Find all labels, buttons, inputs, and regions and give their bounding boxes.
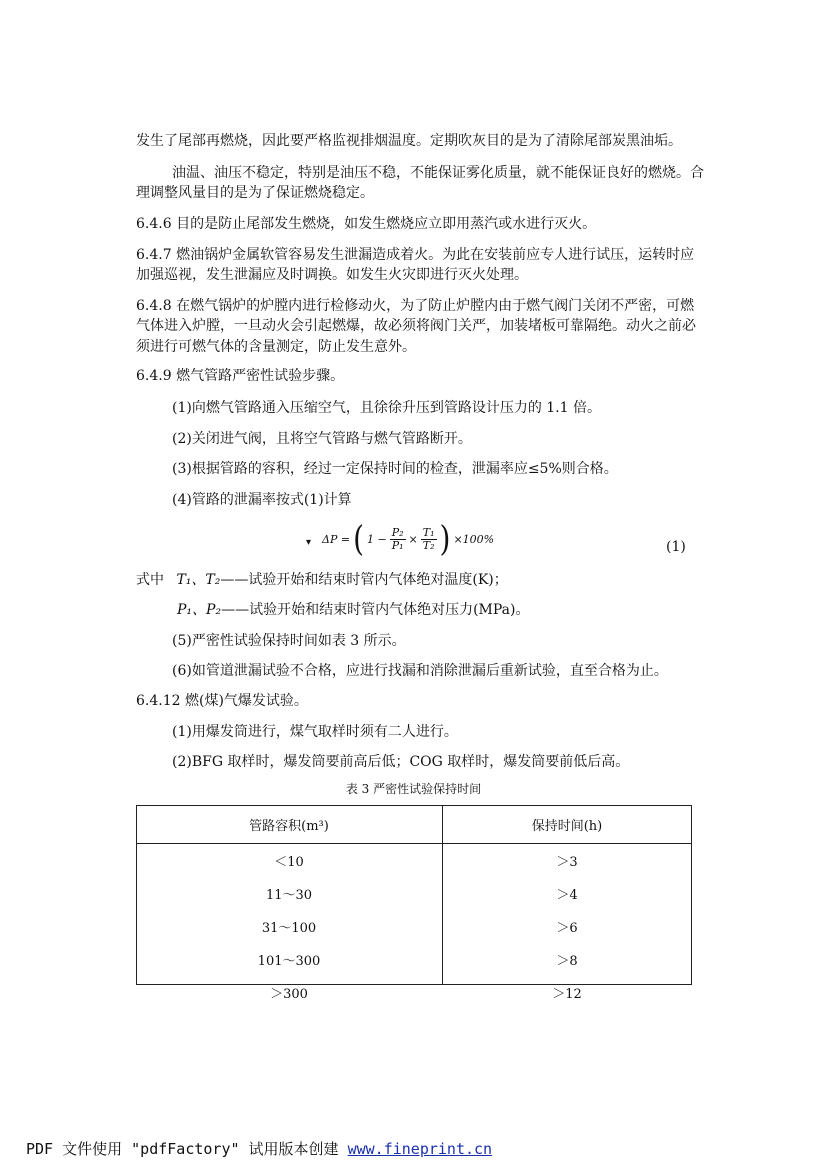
- header-holding-time: 保持时间(h): [442, 805, 692, 844]
- right-paren: ): [439, 517, 451, 559]
- temperature-denominator: T₂: [422, 538, 435, 552]
- where-line-temperature: [136, 570, 508, 590]
- section-6-4-8: 6.4.8 在燃气锅炉的炉膛内进行检修动火，为了防止炉膛内由于燃气阀门关闭不严密，可燃: [136, 298, 695, 314]
- pdf-footer: [26, 1138, 492, 1159]
- temperature-fraction: [421, 527, 437, 552]
- cell-holding-time: ＞12: [552, 987, 582, 1002]
- cell-holding-time: ＞3: [556, 855, 578, 870]
- where-line-pressure: [177, 600, 529, 620]
- table-row: [136, 943, 692, 976]
- pressure-desc: ——试验开始和结束时管内气体绝对压力(MPa)。: [221, 602, 530, 618]
- cell-volume: 11～30: [265, 888, 313, 903]
- pressure-numerator: P₂: [391, 525, 404, 539]
- paragraph-line: 理调整风量目的是为了保证燃烧稳定。: [136, 185, 374, 201]
- cell-holding-time: ＞6: [556, 921, 578, 936]
- step-item: (5)严密性试验保持时间如表 3 所示。: [172, 633, 406, 649]
- table-row: [136, 976, 692, 1009]
- table-row: [136, 877, 692, 910]
- step-item: (1)用爆发筒进行，煤气取样时须有二人进行。: [172, 724, 458, 740]
- table-header-row: [136, 805, 692, 844]
- equation-number: (1): [666, 539, 686, 555]
- formula-marker: ▾: [306, 537, 312, 548]
- left-paren: (: [353, 517, 364, 559]
- cell-volume: ＞300: [270, 987, 308, 1002]
- temperature-desc: ——试验开始和结束时管内气体绝对温度(K)；: [220, 572, 508, 588]
- fineprint-link[interactable]: www.fineprint.cn: [347, 1140, 493, 1158]
- cell-holding-time: ＞8: [556, 954, 578, 969]
- leak-rate-formula: [322, 519, 494, 559]
- formula-one: 1 −: [367, 532, 387, 546]
- header-volume: 管路容积(m³): [136, 805, 442, 844]
- section-6-4-7: 6.4.7 燃油锅炉金属软管容易发生泄漏造成着火。为此在安装前应专人进行试压，运转时应: [136, 247, 695, 263]
- table-row: [136, 844, 692, 878]
- step-item: (4)管路的泄漏率按式(1)计算: [172, 492, 352, 508]
- step-item: (1)向燃气管路通入压缩空气，且徐徐升压到管路设计压力的 1.1 倍。: [172, 400, 601, 416]
- formula-times: ×: [408, 532, 418, 546]
- formula-tail: ×100%: [453, 532, 495, 546]
- table-row: [136, 910, 692, 943]
- step-item: (2)BFG 取样时，爆发筒要前高后低；COG 取样时，爆发筒要前低后高。: [172, 754, 630, 770]
- pressure-vars: P₁、P₂: [177, 602, 222, 618]
- step-item: (2)关闭进气阀，且将空气管路与燃气管路断开。: [172, 431, 472, 447]
- paragraph-line: 须进行可燃气体的含量测定，防止发生意外。: [136, 339, 416, 355]
- cell-volume: 101～300: [257, 954, 321, 969]
- section-6-4-9: 6.4.9 燃气管路严密性试验步骤。: [136, 368, 345, 384]
- holding-time-table: [136, 805, 692, 1009]
- paragraph-line: 加强巡视，发生泄漏应及时调换。如发生火灾即进行灭火处理。: [136, 267, 528, 283]
- cell-volume: ＜10: [274, 855, 304, 870]
- temperature-vars: T₁、T₂: [176, 572, 221, 588]
- cell-volume: 31～100: [261, 921, 317, 936]
- cell-holding-time: ＞4: [556, 888, 578, 903]
- table-caption: 表 3 严密性试验保持时间: [345, 782, 482, 796]
- section-6-4-12: 6.4.12 燃(煤)气爆发试验。: [136, 693, 308, 709]
- paragraph-line: 气体进入炉膛，一旦动火会引起燃爆，故必须将阀门关严，加装堵板可靠隔绝。动火之前必: [136, 318, 696, 334]
- pressure-fraction: [390, 527, 406, 552]
- step-item: (6)如管道泄漏试验不合格，应进行找漏和消除泄漏后重新试验，直至合格为止。: [172, 663, 668, 679]
- section-6-4-6: 6.4.6 目的是防止尾部发生燃烧，如发生燃烧应立即用蒸汽或水进行灭火。: [136, 216, 597, 232]
- formula-lhs: ΔP =: [322, 532, 351, 546]
- paragraph-line: 油温、油压不稳定，特别是油压不稳，不能保证雾化质量，就不能保证良好的燃烧。合: [172, 165, 704, 181]
- where-prefix: 式中: [136, 572, 164, 588]
- step-item: (3)根据管路的容积，经过一定保持时间的检查，泄漏率应≤5%则合格。: [172, 461, 618, 477]
- footer-text: PDF 文件使用 "pdfFactory" 试用版本创建: [26, 1140, 348, 1158]
- temperature-numerator: T₁: [422, 525, 435, 539]
- paragraph-line: 发生了尾部再燃烧，因此要严格监视排烟温度。定期吹灰目的是为了清除尾部炭黑油垢。: [136, 133, 682, 149]
- pressure-denominator: P₁: [391, 538, 404, 552]
